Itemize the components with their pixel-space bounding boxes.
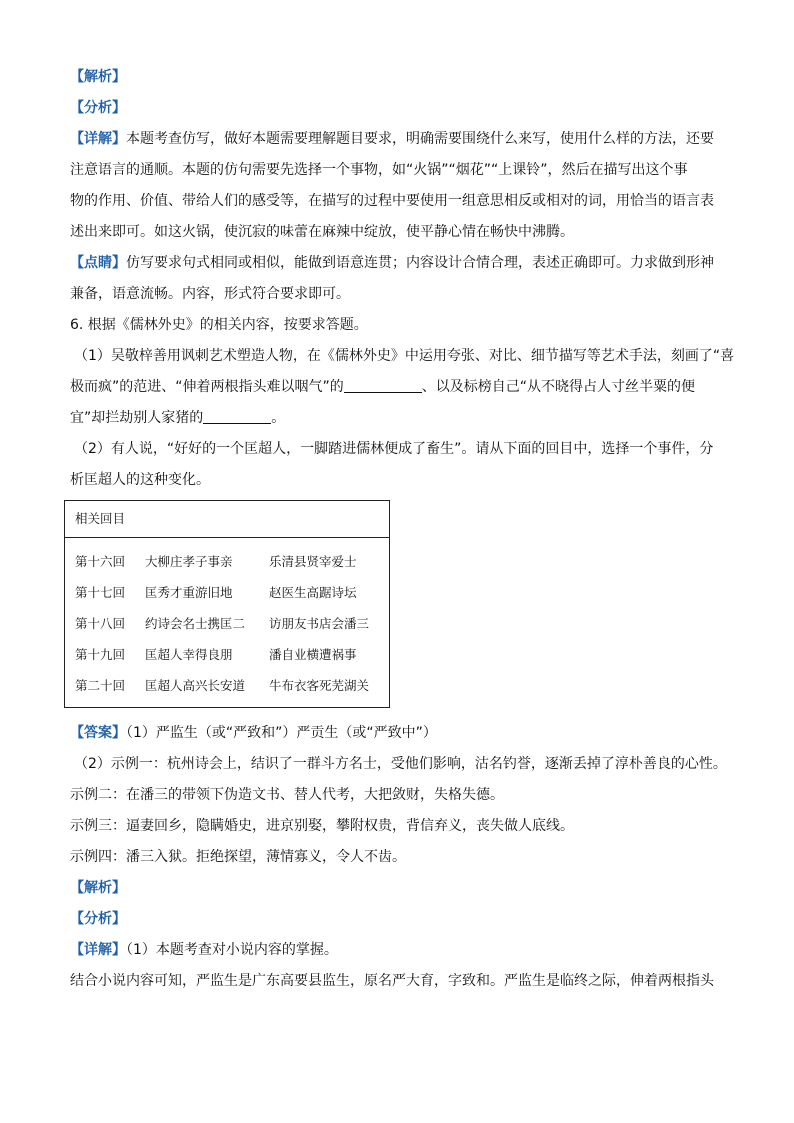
answer-tag: 【答案】 [70, 725, 126, 741]
answer-line: （2）示例一：杭州诗会上，结识了一群斗方名士，受他们影响，沽名钓誉，逐渐丢掉了淳朴善良的心性。 [74, 756, 727, 772]
analysis-heading: 【解析】 [70, 69, 126, 85]
table-row: 第十六回 大柳庄孝子事亲 乐清县贤宰爱士 [75, 554, 357, 569]
table-row: 第二十回 匡超人高兴长安道 牛布衣客死芜湖关 [75, 678, 370, 693]
key-point-line: 【点睛】仿写要求句式相同或相似，能做到语意连贯；内容设计合情合理，表述正确即可。力求做到形神 [70, 255, 714, 271]
detail-tag: 【详解】 [70, 131, 126, 147]
table-row: 第十七回 匡秀才重游旧地 赵医生高踞诗坛 [75, 585, 357, 600]
answer-line: 示例三：逼妻回乡，隐瞒婚史，进京别娶，攀附权贵，背信弃义，丧失做人底线。 [70, 818, 574, 834]
answer-blank[interactable] [203, 407, 271, 424]
table-row: 第十九回 匡超人幸得良朋 潘自业横遭祸事 [75, 647, 357, 662]
chapter-table-header: 相关回目 [65, 501, 389, 538]
detail-paragraph-line: 结合小说内容可知，严监生是广东高要县监生，原名严大育，字致和。严监生是临终之际，伸着两根指头 [70, 973, 714, 989]
key-point-tag: 【点睛】 [70, 255, 126, 271]
answer-blank[interactable] [344, 376, 422, 393]
question-6-part2: 析匡超人的这种变化。 [70, 472, 210, 488]
question-6-part1: 宜”却拦劫别人家猪的 。 [70, 403, 730, 434]
table-row: 第十八回 约诗会名士携匡二 访朋友书店会潘三 [75, 616, 370, 631]
key-point-line: 兼备，语意流畅。内容，形式符合要求即可。 [70, 286, 350, 302]
breakdown-heading: 【分析】 [70, 100, 126, 116]
answer-line: 示例四：潘三入狱。拒绝探望，薄情寡义，令人不齿。 [70, 849, 406, 865]
answer-line: 示例二：在潘三的带领下伪造文书、替人代考，大把敛财，失格失德。 [70, 787, 504, 803]
question-6-title: 6. 根据《儒林外史》的相关内容，按要求答题。 [70, 317, 368, 333]
analysis-heading: 【解析】 [70, 880, 126, 896]
answer-line: 【答案】（1）严监生（或“严致和”）严贡生（或“严致中”） [70, 725, 437, 741]
chapter-table [64, 500, 390, 708]
breakdown-heading: 【分析】 [70, 911, 126, 927]
document-page [70, 62, 735, 997]
detail-paragraph-line: 【详解】本题考查仿写，做好本题需要理解题目要求，明确需要围绕什么来写，使用什么样的方法，还要 [70, 131, 714, 147]
detail-paragraph-line: 述出来即可。如这火锅，使沉寂的味蕾在麻辣中绽放，使平静心情在畅快中沸腾。 [70, 224, 574, 240]
detail-paragraph-line: 物的作用、价值、带给人们的感受等，在描写的过程中要使用一组意思相反或相对的词，用恰当的语言表 [70, 193, 714, 209]
question-6-part1: 极而疯”的范进、“伸着两根指头难以咽气”的 、以及标榜自己“从不晓得占人寸丝半粟的便 [70, 372, 730, 403]
question-6-part2: （2）有人说，“好好的一个匡超人，一脚踏进儒林便成了畜生”。请从下面的回目中，选择一个事件，分 [74, 441, 714, 457]
detail-paragraph-line: 【详解】（1）本题考查对小说内容的掌握。 [70, 942, 338, 958]
detail-tag: 【详解】 [70, 942, 126, 958]
question-6-part1: （1）吴敬梓善用讽刺艺术塑造人物，在《儒林外史》中运用夸张、对比、细节描写等艺术手法，刻画了“喜 [74, 348, 735, 364]
detail-paragraph-line: 注意语言的通顺。本题的仿句需要先选择一个事物，如“火锅”“烟花”“上课铃”，然后在描写出这个事 [70, 162, 688, 178]
